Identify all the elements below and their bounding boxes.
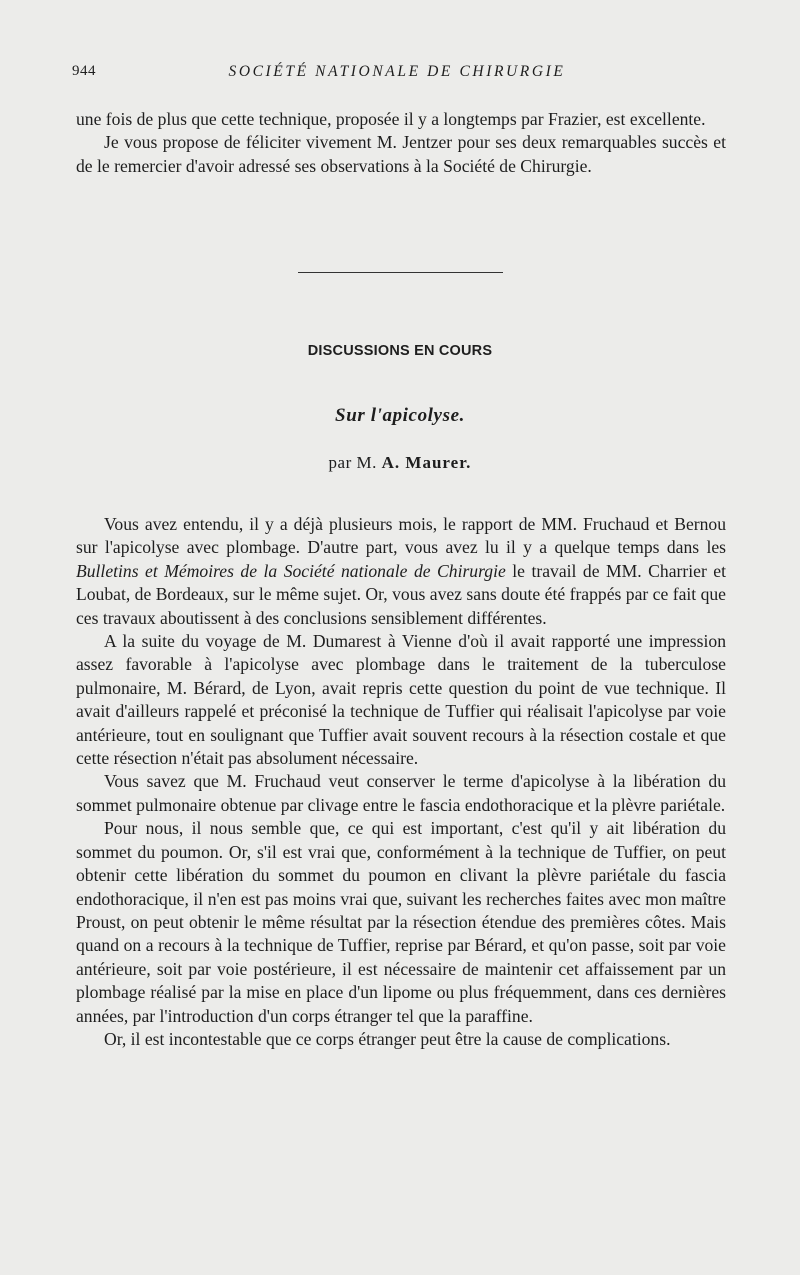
section-heading: DISCUSSIONS EN COURS [307, 343, 493, 359]
page-number: 944 [72, 63, 96, 79]
body-paragraph-3: Vous savez que M. Fruchaud veut conserver le terme d'apicolyse à la libération du sommet pulmonaire obtenue par clivage entre le fascia endothoracique et la plèvre pariétale. [76, 771, 726, 815]
body-paragraph-1-text-a: Vous avez entendu, il y a déjà plusieurs mois, le rapport de MM. Fruchaud et Bernou sur l'apicolyse avec plombage. D'autre part, vous avez lu il y a quelque temps dans les [76, 514, 726, 558]
article-body [76, 513, 726, 1051]
byline-author-name: A. Maurer. [381, 453, 472, 472]
byline-prefix: par [328, 453, 352, 472]
running-head: SOCIÉTÉ NATIONALE DE CHIRURGIE [228, 63, 566, 80]
byline-author-title: M. [356, 453, 377, 472]
body-paragraph-5: Or, il est incontestable que ce corps étranger peut être la cause de complications. [104, 1028, 671, 1049]
page-header [72, 63, 722, 87]
body-paragraph-1 [76, 513, 726, 630]
journal-title-italic: Bulletins et Mémoires de la Société nationale de Chirurgie [76, 560, 506, 581]
intro-paragraph-continuation: une fois de plus que cette technique, proposée il y a longtemps par Frazier, est excellente. [76, 109, 706, 129]
body-paragraph-2: A la suite du voyage de M. Dumarest à Vienne d'où il avait rapporté une impression assez favorable à l'apicolyse avec plombage dans le traitement de la tuberculose pulmonaire, M. Bérard, de Lyon, avait repris cette question du point de vue technique. Il avait d'ailleurs rappelé et préconisé la technique de Tuffier qui réalisait l'apicolyse par voie antérieure, tout en soulignant que Tuffier avait souvent recours à la résection costale et que cette résection n'était pas absolument nécessaire. [76, 631, 726, 769]
intro-text [76, 108, 726, 178]
byline [0, 453, 800, 473]
article-title: Sur l'apicolyse. [335, 405, 465, 426]
body-paragraph-1-text-b: le travail de MM. Charrier et Loubat, de Bordeaux, sur le même sujet. Or, vous avez sans doute été frappés par ce fait que ces travaux aboutissent à des conclusions sensiblement différentes. [76, 560, 726, 628]
section-divider [298, 272, 503, 273]
intro-paragraph: Je vous propose de féliciter vivement M. Jentzer pour ses deux remarquables succès et de le remercier d'avoir adressé ses observations à la Société de Chirurgie. [76, 132, 726, 176]
body-paragraph-4: Pour nous, il nous semble que, ce qui est important, c'est qu'il y ait libération du sommet du poumon. Or, s'il est vrai que, conformément à la technique de Tuffier, on peut obtenir cette libération du sommet du poumon en clivant la plèvre pariétale du fascia endothoracique, il n'en est pas moins vrai que, suivant les recherches faites avec mon maître Proust, on peut obtenir le même résultat par la résection étendue des premières côtes. Mais quand on a recours à la technique de Tuffier, reprise par Bérard, et qu'on passe, soit par voie antérieure, soit par voie postérieure, il est nécessaire de maintenir cet affaissement par un plombage réalisé par la mise en place d'un lipome ou plus fréquemment, dans ces dernières années, par l'introduction d'un corps étranger tel que la paraffine. [76, 818, 726, 1026]
